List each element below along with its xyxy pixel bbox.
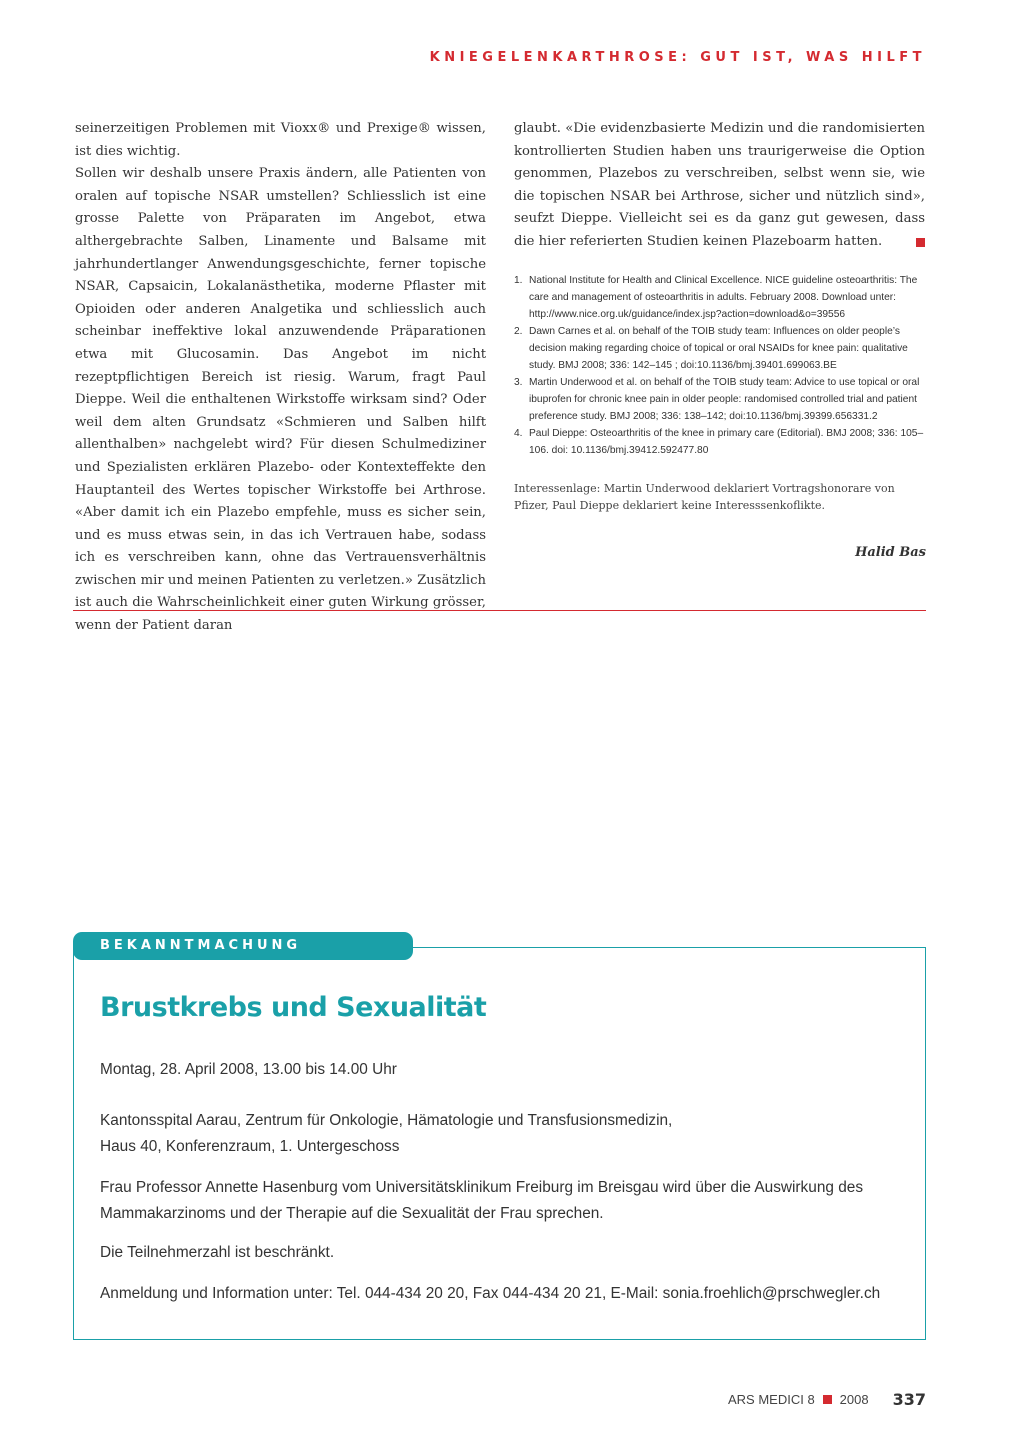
journal-year: 2008 xyxy=(839,1392,869,1407)
reference-item xyxy=(514,374,925,425)
announcement-location xyxy=(100,1108,900,1160)
end-mark-icon xyxy=(916,238,925,247)
square-icon xyxy=(823,1395,832,1404)
announcement-date: Montag, 28. April 2008, 13.00 bis 14.00 Uhr xyxy=(100,1061,397,1078)
location-line: Haus 40, Konferenzraum, 1. Untergeschoss xyxy=(100,1138,400,1155)
paragraph xyxy=(514,118,925,254)
interest-statement: Interessenlage: Martin Underwood deklariert Vortragshonorare von Pfizer, Paul Dieppe deklariert keine Interesssenkoflikte. xyxy=(514,482,895,512)
paragraph-text: glaubt. «Die evidenzbasierte Medizin und die randomisierten kontrollierten Studien haben uns traurigerweise die Option genommen, Plazebos zu verschreiben, selbst wenn sie, wie die topischen NSAR bei Arthrose, sicher und nützlich sind», seufzt Dieppe. Vielleicht sei es da ganz gut gewesen, dass die hier referierten Studien keinen Plazeboarm hatten. xyxy=(514,121,925,249)
references xyxy=(514,272,925,459)
right-column xyxy=(514,118,925,254)
reference-item xyxy=(514,272,925,323)
announcement-contact: Anmeldung und Information unter: Tel. 044-434 20 20, Fax 044-434 20 21, E-Mail: sonia.froehlich@prschwegler.ch xyxy=(100,1285,881,1302)
reference-item xyxy=(514,425,925,459)
page-number: 337 xyxy=(892,1390,926,1409)
announcement-title: Brustkrebs und Sexualität xyxy=(100,992,487,1023)
left-column xyxy=(75,118,486,638)
page-footer xyxy=(728,1390,926,1409)
reference-text: Martin Underwood et al. on behalf of the TOIB study team: Advice to use topical or oral ibuprofen for chronic knee pain in older people: randomised controlled trial and patient preference study. BMJ 2008; 336: 138–142; doi:10.1136/bmj.39399.656331.2 xyxy=(529,377,920,422)
paragraph: seinerzeitigen Problemen mit Vioxx® und Prexige® wissen, ist dies wichtig. xyxy=(75,121,486,159)
reference-number: 4. xyxy=(514,428,523,439)
reference-text: Dawn Carnes et al. on behalf of the TOIB study team: Influences on older people’s decision making regarding choice of topical or oral NSAIDs for knee pain: qualitative study. BMJ 2008; 336: 142–145 ; doi:10.1136/bmj.39401.699063.BE xyxy=(529,326,908,371)
reference-number: 3. xyxy=(514,377,523,388)
section-divider xyxy=(73,610,926,611)
paragraph: Sollen wir deshalb unsere Praxis ändern, alle Patienten von oralen auf topische NSAR umstellen? Schliesslich ist eine grosse Palette von Präparaten im Angebot, etwa althergebrachte Salben, Linamente und Balsame mit jahrhundertlanger Anwendungsgeschichte, ferner topische NSAR, Capsaicin, Lokalanästhetika, moderne Pflaster mit Opioiden oder anderen Analgetika und schliesslich auch scheinbar ineffektive lokal anzuwendende Präparationen etwa mit Glucosamin. Das Angebot im nicht rezeptpflichtigen Bereich ist riesig. Warum, fragt Paul Dieppe. Weil die enthaltenen Wirkstoffe wirksam sind? Oder weil dem alten Grundsatz «Schmieren und Salben hilft allenthalben» nachgelebt wird? Für diesen Schulmediziner und Spezialisten erklären Plazebo- oder Kontexteffekte den Hauptanteil des Wertes topischer Wirkstoffe bei Arthrose. «Aber damit ich ein Plazebo empfehle, muss es sicher sein, und es muss etwas sein, in das ich Vertrauen habe, sodass ich es verschreiben kann, ohne das Vertrauensverhältnis zwischen mir und meinen Patienten zu verletzen.» Zusätzlich ist auch die Wahrscheinlichkeit einer guten Wirkung grösser, wenn der Patient daran xyxy=(75,166,486,634)
reference-number: 1. xyxy=(514,275,523,286)
running-header: KNIEGELENKARTHROSE: GUT IST, WAS HILFT xyxy=(429,50,926,65)
reference-number: 2. xyxy=(514,326,523,337)
journal-name: ARS MEDICI 8 xyxy=(727,1392,815,1407)
announcement-limit: Die Teilnehmerzahl ist beschränkt. xyxy=(100,1244,335,1261)
announcement-description: Frau Professor Annette Hasenburg vom Universitätsklinikum Freiburg im Breisgau wird über die Auswirkung des Mammakarzinoms und der Therapie auf die Sexualität der Frau sprechen. xyxy=(100,1179,864,1222)
reference-text: Paul Dieppe: Osteoarthritis of the knee in primary care (Editorial). BMJ 2008; 336: 105–106. doi: 10.1136/bmj.39412.592477.80 xyxy=(529,428,924,456)
announcement-tab: BEKANNTMACHUNG xyxy=(73,932,413,960)
author-name: Halid Bas xyxy=(855,545,926,560)
reference-item xyxy=(514,323,925,374)
location-line: Kantonsspital Aarau, Zentrum für Onkologie, Hämatologie und Transfusionsmedizin, xyxy=(100,1112,673,1129)
reference-text: National Institute for Health and Clinical Excellence. NICE guideline osteoarthritis: The care and management of osteoarthritis in adults. February 2008. Download unter: http://www.nice.org.uk/guidance/index.jsp?action=download&o=39556 xyxy=(529,275,918,320)
